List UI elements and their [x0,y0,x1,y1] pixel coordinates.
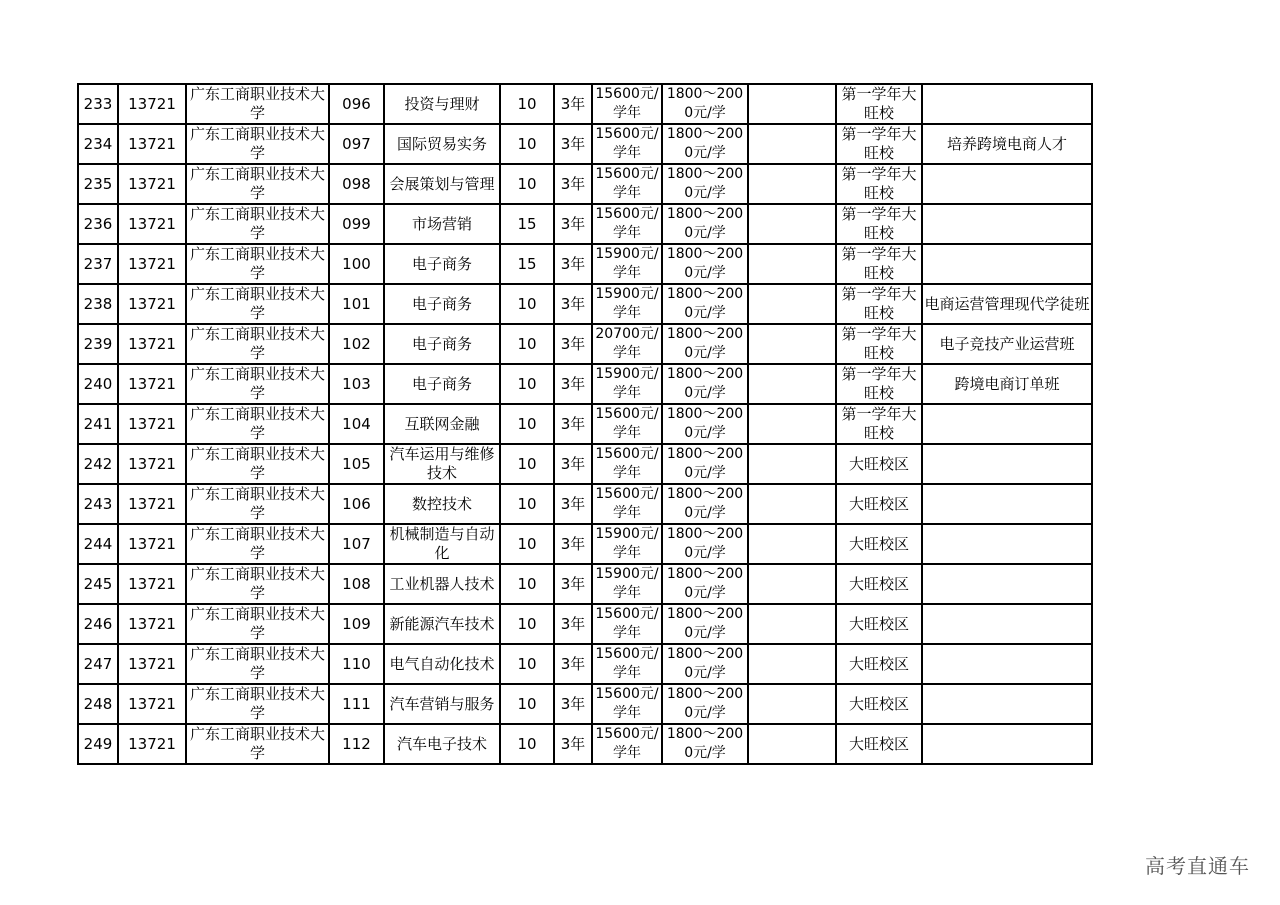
table-row [78,164,1092,204]
table-row [78,684,1092,724]
cell-plan-count: 10 [500,364,554,404]
cell-serial-number: 247 [78,644,118,684]
cell-note [922,404,1092,444]
cell-school-code: 13721 [118,204,186,244]
cell-plan-count: 15 [500,244,554,284]
cell-accommodation-fee: 1800～2000元/学 [662,444,748,484]
cell-plan-count: 10 [500,684,554,724]
cell-empty [748,244,836,284]
cell-duration: 3年 [554,84,592,124]
cell-accommodation-fee: 1800～2000元/学 [662,124,748,164]
cell-school-code: 13721 [118,324,186,364]
cell-note: 电子竞技产业运营班 [922,324,1092,364]
cell-school-name: 广东工商职业技术大学 [186,604,329,644]
cell-school-code: 13721 [118,244,186,284]
cell-major-code: 104 [329,404,384,444]
cell-major-name: 机械制造与自动化 [384,524,500,564]
cell-school-name: 广东工商职业技术大学 [186,244,329,284]
cell-note: 电商运营管理现代学徒班 [922,284,1092,324]
table-row [78,204,1092,244]
cell-note [922,524,1092,564]
cell-duration: 3年 [554,364,592,404]
cell-plan-count: 15 [500,204,554,244]
cell-empty [748,284,836,324]
cell-tuition: 20700元/学年 [592,324,662,364]
cell-note [922,84,1092,124]
cell-tuition: 15900元/学年 [592,524,662,564]
cell-major-code: 106 [329,484,384,524]
cell-duration: 3年 [554,404,592,444]
cell-note [922,564,1092,604]
cell-major-name: 电子商务 [384,284,500,324]
cell-school-name: 广东工商职业技术大学 [186,564,329,604]
cell-major-code: 112 [329,724,384,764]
cell-empty [748,124,836,164]
cell-plan-count: 10 [500,604,554,644]
table-row [78,484,1092,524]
cell-major-name: 工业机器人技术 [384,564,500,604]
cell-serial-number: 242 [78,444,118,484]
cell-duration: 3年 [554,204,592,244]
cell-school-name: 广东工商职业技术大学 [186,404,329,444]
table-row [78,364,1092,404]
cell-campus: 第一学年大旺校 [836,164,922,204]
cell-duration: 3年 [554,164,592,204]
cell-duration: 3年 [554,564,592,604]
cell-empty [748,564,836,604]
cell-plan-count: 10 [500,724,554,764]
table-row [78,724,1092,764]
cell-school-name: 广东工商职业技术大学 [186,484,329,524]
cell-campus: 第一学年大旺校 [836,284,922,324]
cell-major-code: 101 [329,284,384,324]
cell-serial-number: 235 [78,164,118,204]
cell-tuition: 15600元/学年 [592,604,662,644]
cell-plan-count: 10 [500,124,554,164]
cell-campus: 第一学年大旺校 [836,244,922,284]
cell-major-name: 电子商务 [384,244,500,284]
cell-empty [748,164,836,204]
cell-empty [748,204,836,244]
cell-major-name: 电子商务 [384,324,500,364]
cell-tuition: 15600元/学年 [592,164,662,204]
cell-plan-count: 10 [500,524,554,564]
cell-major-name: 电子商务 [384,364,500,404]
cell-major-code: 110 [329,644,384,684]
cell-school-name: 广东工商职业技术大学 [186,124,329,164]
cell-tuition: 15600元/学年 [592,484,662,524]
cell-campus: 第一学年大旺校 [836,404,922,444]
cell-school-code: 13721 [118,444,186,484]
table-row [78,404,1092,444]
cell-empty [748,484,836,524]
cell-serial-number: 243 [78,484,118,524]
table-row [78,444,1092,484]
cell-campus: 大旺校区 [836,564,922,604]
cell-campus: 大旺校区 [836,604,922,644]
cell-major-code: 096 [329,84,384,124]
cell-school-code: 13721 [118,724,186,764]
cell-tuition: 15600元/学年 [592,404,662,444]
table-row [78,524,1092,564]
cell-note: 跨境电商订单班 [922,364,1092,404]
cell-tuition: 15900元/学年 [592,284,662,324]
cell-major-code: 107 [329,524,384,564]
cell-school-code: 13721 [118,84,186,124]
cell-major-name: 电气自动化技术 [384,644,500,684]
cell-tuition: 15900元/学年 [592,564,662,604]
cell-school-name: 广东工商职业技术大学 [186,284,329,324]
cell-serial-number: 239 [78,324,118,364]
cell-duration: 3年 [554,244,592,284]
table-row [78,644,1092,684]
cell-school-name: 广东工商职业技术大学 [186,164,329,204]
cell-accommodation-fee: 1800～2000元/学 [662,484,748,524]
cell-campus: 第一学年大旺校 [836,364,922,404]
cell-campus: 大旺校区 [836,644,922,684]
cell-major-name: 汽车营销与服务 [384,684,500,724]
cell-plan-count: 10 [500,284,554,324]
cell-accommodation-fee: 1800～2000元/学 [662,284,748,324]
cell-serial-number: 246 [78,604,118,644]
cell-serial-number: 244 [78,524,118,564]
cell-accommodation-fee: 1800～2000元/学 [662,364,748,404]
cell-school-name: 广东工商职业技术大学 [186,204,329,244]
cell-serial-number: 248 [78,684,118,724]
cell-school-name: 广东工商职业技术大学 [186,644,329,684]
cell-major-code: 103 [329,364,384,404]
cell-tuition: 15600元/学年 [592,444,662,484]
cell-major-code: 111 [329,684,384,724]
cell-accommodation-fee: 1800～2000元/学 [662,684,748,724]
cell-duration: 3年 [554,124,592,164]
cell-school-name: 广东工商职业技术大学 [186,524,329,564]
cell-serial-number: 236 [78,204,118,244]
cell-school-name: 广东工商职业技术大学 [186,444,329,484]
cell-school-code: 13721 [118,404,186,444]
cell-note: 培养跨境电商人才 [922,124,1092,164]
cell-school-code: 13721 [118,564,186,604]
watermark-text: 高考直通车 [1145,854,1250,878]
cell-empty [748,684,836,724]
cell-campus: 第一学年大旺校 [836,324,922,364]
cell-campus: 大旺校区 [836,484,922,524]
cell-accommodation-fee: 1800～2000元/学 [662,604,748,644]
cell-tuition: 15600元/学年 [592,724,662,764]
table-row [78,84,1092,124]
cell-plan-count: 10 [500,84,554,124]
cell-major-name: 投资与理财 [384,84,500,124]
cell-major-code: 100 [329,244,384,284]
cell-major-code: 102 [329,324,384,364]
cell-major-name: 互联网金融 [384,404,500,444]
cell-accommodation-fee: 1800～2000元/学 [662,204,748,244]
cell-campus: 大旺校区 [836,684,922,724]
cell-plan-count: 10 [500,644,554,684]
cell-serial-number: 249 [78,724,118,764]
cell-duration: 3年 [554,284,592,324]
cell-campus: 第一学年大旺校 [836,84,922,124]
table-row [78,324,1092,364]
cell-empty [748,444,836,484]
cell-serial-number: 238 [78,284,118,324]
cell-empty [748,604,836,644]
cell-note [922,444,1092,484]
cell-school-code: 13721 [118,644,186,684]
cell-empty [748,364,836,404]
cell-empty [748,324,836,364]
cell-duration: 3年 [554,524,592,564]
cell-major-code: 099 [329,204,384,244]
cell-tuition: 15600元/学年 [592,124,662,164]
cell-school-name: 广东工商职业技术大学 [186,324,329,364]
cell-school-code: 13721 [118,684,186,724]
cell-school-code: 13721 [118,164,186,204]
cell-duration: 3年 [554,724,592,764]
cell-note [922,204,1092,244]
cell-major-code: 108 [329,564,384,604]
cell-note [922,724,1092,764]
cell-campus: 第一学年大旺校 [836,124,922,164]
cell-tuition: 15600元/学年 [592,204,662,244]
cell-school-code: 13721 [118,364,186,404]
admissions-table [77,83,1093,765]
cell-school-code: 13721 [118,484,186,524]
cell-plan-count: 10 [500,444,554,484]
table-row [78,564,1092,604]
cell-tuition: 15600元/学年 [592,684,662,724]
cell-duration: 3年 [554,324,592,364]
cell-major-name: 数控技术 [384,484,500,524]
cell-major-name: 会展策划与管理 [384,164,500,204]
cell-major-code: 109 [329,604,384,644]
table-row [78,244,1092,284]
cell-empty [748,524,836,564]
cell-serial-number: 237 [78,244,118,284]
table-row [78,124,1092,164]
cell-note [922,644,1092,684]
cell-plan-count: 10 [500,484,554,524]
cell-empty [748,404,836,444]
cell-serial-number: 233 [78,84,118,124]
cell-accommodation-fee: 1800～2000元/学 [662,644,748,684]
table-row [78,284,1092,324]
cell-plan-count: 10 [500,564,554,604]
cell-tuition: 15900元/学年 [592,364,662,404]
cell-plan-count: 10 [500,324,554,364]
cell-tuition: 15900元/学年 [592,244,662,284]
cell-campus: 大旺校区 [836,524,922,564]
cell-accommodation-fee: 1800～2000元/学 [662,324,748,364]
cell-school-name: 广东工商职业技术大学 [186,684,329,724]
cell-duration: 3年 [554,644,592,684]
cell-note [922,684,1092,724]
cell-plan-count: 10 [500,164,554,204]
cell-school-name: 广东工商职业技术大学 [186,724,329,764]
cell-note [922,164,1092,204]
cell-empty [748,84,836,124]
cell-school-code: 13721 [118,284,186,324]
cell-campus: 第一学年大旺校 [836,204,922,244]
cell-tuition: 15600元/学年 [592,644,662,684]
cell-major-name: 新能源汽车技术 [384,604,500,644]
cell-major-code: 098 [329,164,384,204]
cell-serial-number: 241 [78,404,118,444]
cell-accommodation-fee: 1800～2000元/学 [662,524,748,564]
cell-note [922,244,1092,284]
cell-accommodation-fee: 1800～2000元/学 [662,244,748,284]
cell-empty [748,644,836,684]
cell-school-code: 13721 [118,124,186,164]
cell-note [922,604,1092,644]
cell-empty [748,724,836,764]
cell-duration: 3年 [554,684,592,724]
cell-serial-number: 245 [78,564,118,604]
cell-school-name: 广东工商职业技术大学 [186,364,329,404]
cell-campus: 大旺校区 [836,724,922,764]
cell-duration: 3年 [554,484,592,524]
cell-major-code: 105 [329,444,384,484]
cell-major-code: 097 [329,124,384,164]
cell-duration: 3年 [554,604,592,644]
cell-accommodation-fee: 1800～2000元/学 [662,84,748,124]
table-row [78,604,1092,644]
cell-duration: 3年 [554,444,592,484]
cell-accommodation-fee: 1800～2000元/学 [662,404,748,444]
cell-major-name: 汽车电子技术 [384,724,500,764]
cell-school-name: 广东工商职业技术大学 [186,84,329,124]
cell-accommodation-fee: 1800～2000元/学 [662,724,748,764]
cell-accommodation-fee: 1800～2000元/学 [662,164,748,204]
table-body [78,84,1092,764]
cell-serial-number: 240 [78,364,118,404]
cell-major-name: 汽车运用与维修技术 [384,444,500,484]
cell-school-code: 13721 [118,524,186,564]
cell-tuition: 15600元/学年 [592,84,662,124]
cell-serial-number: 234 [78,124,118,164]
cell-plan-count: 10 [500,404,554,444]
cell-campus: 大旺校区 [836,444,922,484]
cell-note [922,484,1092,524]
cell-accommodation-fee: 1800～2000元/学 [662,564,748,604]
cell-major-name: 国际贸易实务 [384,124,500,164]
cell-school-code: 13721 [118,604,186,644]
cell-major-name: 市场营销 [384,204,500,244]
